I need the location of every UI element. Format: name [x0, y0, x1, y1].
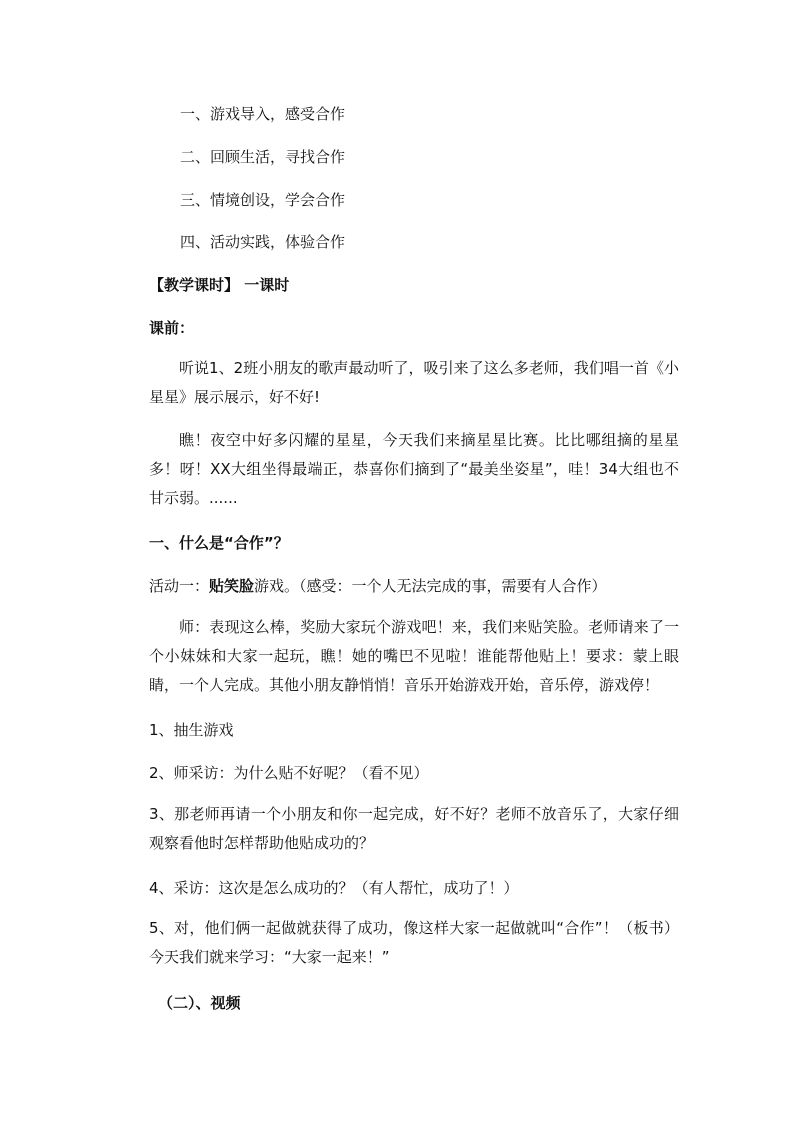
outline-item-1: 一、游戏导入，感受合作 — [180, 105, 346, 123]
section-1-heading: 一、什么是“合作”？ — [149, 534, 289, 552]
step-2: 2、师采访：为什么贴不好呢？（看不见） — [149, 764, 429, 782]
activity-1-prefix: 活动一： — [149, 577, 210, 595]
activity-1-name: 贴笑脸 — [209, 577, 255, 595]
section-2-heading: （二）、视频 — [158, 994, 241, 1012]
step-3: 3、那老师再请一个小朋友和你一起完成，好不好？老师不放音乐了，大家仔细观察看他时怎样帮助他贴成功的？ — [149, 805, 679, 852]
before-class-paragraph-2: 瞧！夜空中好多闪耀的星星，今天我们来摘星星比赛。比比哪组摘的星星多！呀！XX大组坐得最端正，恭喜你们摘到了“最美坐姿星”，哇！34大组也不甘示弱。...... — [149, 431, 679, 507]
before-class-heading: 课前： — [149, 319, 195, 337]
step-1: 1、抽生游戏 — [149, 721, 234, 739]
activity-1-line — [149, 575, 607, 597]
outline-item-3: 三、情境创设，学会合作 — [180, 191, 346, 209]
step-5: 5、对，他们俩一起做就获得了成功，像这样大家一起做就叫“合作”！（板书）今天我们就来学习：“大家一起来！” — [149, 919, 679, 966]
teacher-paragraph: 师：表现这么棒，奖励大家玩个游戏吧！来，我们来贴笑脸。老师请来了一个小妹妹和大家一起玩，瞧！她的嘴巴不见啦！谁能帮他贴上！要求：蒙上眼睛，一个人完成。其他小朋友静悄悄！音乐开始游戏开始，音乐停，游戏停！ — [149, 618, 679, 694]
step-4: 4、采访：这次是怎么成功的？（有人帮忙，成功了！） — [149, 879, 519, 897]
lesson-time-heading: 【教学课时】 一课时 — [149, 276, 290, 294]
outline-item-4: 四、活动实践，体验合作 — [180, 233, 346, 251]
activity-1-suffix: 游戏。（感受：一个人无法完成的事，需要有人合作） — [254, 577, 607, 595]
outline-item-2: 二、回顾生活，寻找合作 — [180, 148, 346, 166]
before-class-paragraph-1: 听说1、2班小朋友的歌声最动听了，吸引来了这么多老师，我们唱一首《小星星》展示展示，好不好! — [149, 359, 679, 406]
